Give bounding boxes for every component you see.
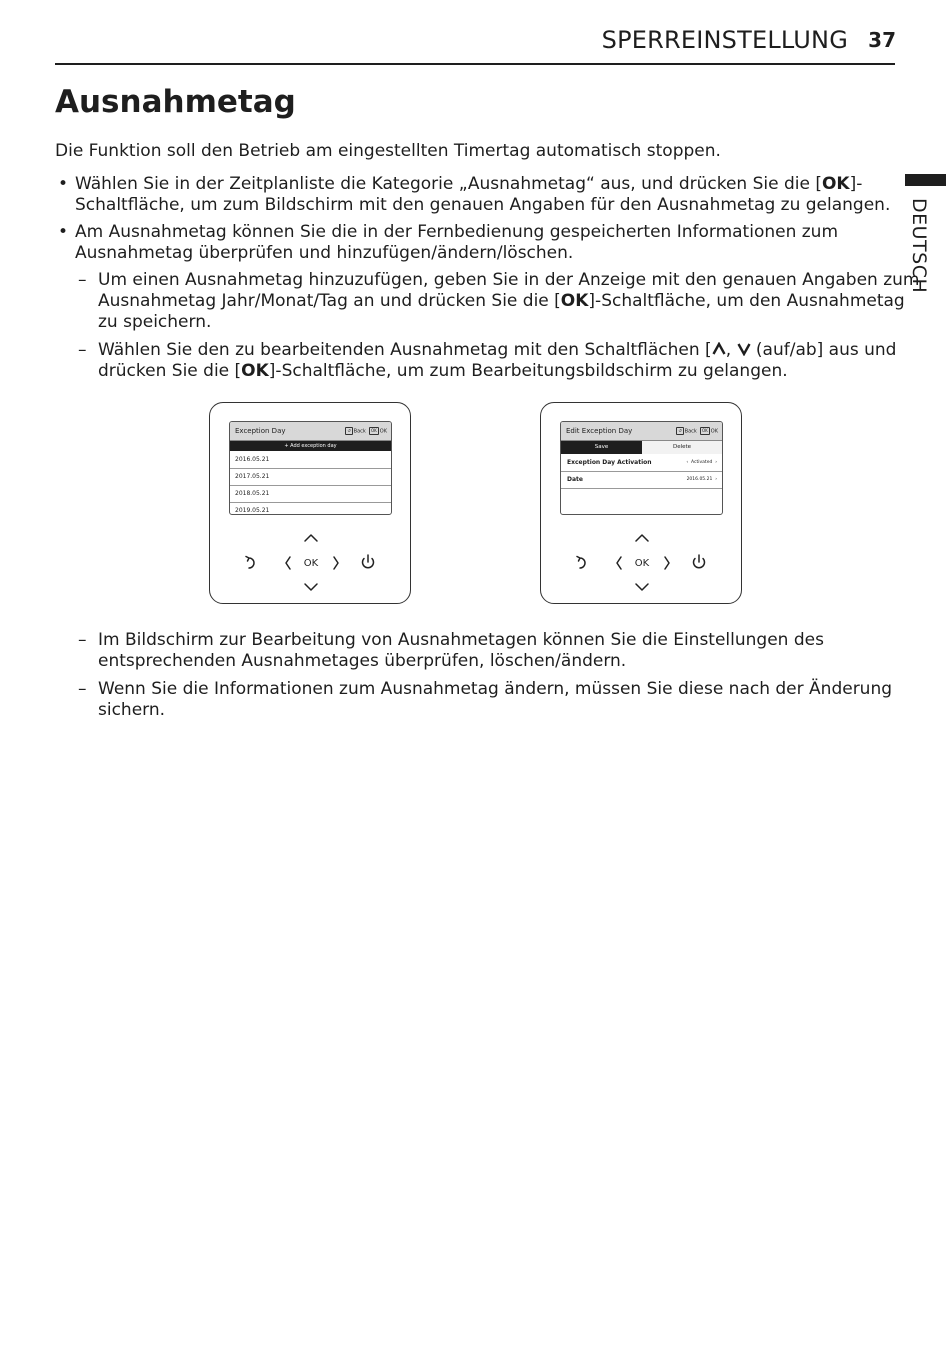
control-pad bbox=[210, 521, 410, 601]
bullet-line: Am Ausnahmetag können Sie die in der Fernbedienung gespeicherten Informationen zum bbox=[75, 222, 839, 242]
activation-row[interactable] bbox=[561, 455, 722, 472]
page-title: Ausnahmetag bbox=[55, 84, 296, 120]
up-arrow-icon bbox=[712, 342, 726, 356]
pad-ok-label: OK bbox=[634, 558, 650, 569]
left-icon bbox=[286, 557, 290, 569]
list-item[interactable]: 2018.05.21 bbox=[230, 486, 391, 503]
section-title: SPERREINSTELLUNG bbox=[601, 26, 848, 54]
save-button[interactable]: Save bbox=[561, 441, 642, 454]
screen-header-buttons bbox=[676, 427, 718, 435]
right-icon bbox=[334, 557, 338, 569]
activation-label: Exception Day Activation bbox=[567, 459, 652, 466]
dash-line: Wählen Sie den zu bearbeitenden Ausnahmetag mit den Schaltflächen [ , (auf/ab] aus und bbox=[98, 340, 897, 360]
bullet-item-manage-info bbox=[55, 222, 838, 264]
bullet-mark: • bbox=[58, 222, 69, 242]
delete-button[interactable]: Delete bbox=[642, 441, 722, 454]
back-key-icon: ↺ bbox=[678, 428, 682, 433]
power-icon bbox=[363, 555, 374, 568]
header-rule bbox=[55, 63, 895, 65]
dash-line: Ausnahmetag Jahr/Monat/Tag an und drücken Sie die [OK]-Schaltfläche, um den Ausnahmetag bbox=[98, 291, 905, 311]
dash-item-save-changes bbox=[78, 679, 892, 721]
pad-ok-label: OK bbox=[303, 558, 319, 569]
ok-label: OK bbox=[379, 428, 387, 435]
screen-header-buttons bbox=[345, 427, 387, 435]
dash-mark: – bbox=[78, 630, 87, 650]
exception-day-list-screen bbox=[229, 421, 392, 515]
up-icon bbox=[305, 535, 317, 541]
screen-title: Exception Day bbox=[235, 427, 286, 435]
bullet-line: Wählen Sie in der Zeitplanliste die Kategorie „Ausnahmetag“ aus, und drücken Sie die [OK]- bbox=[75, 174, 863, 194]
remote-controller-list bbox=[209, 402, 411, 604]
dash-item-edit-screen bbox=[78, 630, 824, 672]
left-icon bbox=[617, 557, 621, 569]
power-icon bbox=[694, 555, 705, 568]
screen-title: Edit Exception Day bbox=[566, 427, 633, 435]
date-row[interactable] bbox=[561, 472, 722, 489]
intro-paragraph: Die Funktion soll den Betrieb am eingestellten Timertag automatisch stoppen. bbox=[55, 141, 721, 161]
back-label: Back bbox=[353, 428, 366, 435]
up-icon bbox=[636, 535, 648, 541]
bullet-mark: • bbox=[58, 174, 69, 194]
date-value: 2016.05.21 › bbox=[686, 477, 717, 482]
dash-line: drücken Sie die [OK]-Schaltfläche, um zum Bearbeitungsbildschirm zu gelangen. bbox=[98, 361, 788, 381]
dash-item-select-edit bbox=[78, 340, 896, 382]
control-pad bbox=[541, 521, 741, 601]
list-item[interactable]: 2019.05.21 bbox=[235, 507, 270, 514]
activation-value: ‹ Activated › bbox=[686, 460, 717, 465]
list-item[interactable]: 2017.05.21 bbox=[230, 469, 391, 486]
side-tab-marker bbox=[905, 174, 946, 186]
down-arrow-icon bbox=[737, 342, 751, 356]
screen-header bbox=[230, 422, 391, 441]
list-item[interactable]: 2016.05.21 bbox=[230, 452, 391, 469]
add-exception-day-row[interactable]: + Add exception day bbox=[230, 441, 391, 451]
dash-line: sichern. bbox=[98, 700, 166, 720]
back-icon bbox=[246, 557, 254, 569]
back-icon bbox=[577, 557, 585, 569]
page-number: 37 bbox=[868, 28, 896, 52]
bullet-item-select-category bbox=[55, 174, 890, 216]
dash-line: entsprechenden Ausnahmetages überprüfen, löschen/ändern. bbox=[98, 651, 627, 671]
dash-mark: – bbox=[78, 270, 87, 290]
screen-header bbox=[561, 422, 722, 441]
dash-line: Um einen Ausnahmetag hinzuzufügen, geben Sie in der Anzeige mit den genauen Angaben zum bbox=[98, 270, 920, 290]
ok-key-icon: OK bbox=[371, 428, 377, 433]
dash-item-add bbox=[78, 270, 919, 333]
dash-line: Im Bildschirm zur Bearbeitung von Ausnahmetagen können Sie die Einstellungen des bbox=[98, 630, 824, 650]
bullet-line: Schaltfläche, um zum Bildschirm mit den genauen Angaben für den Ausnahmetag zu gelangen. bbox=[75, 195, 891, 215]
dash-line: zu speichern. bbox=[98, 312, 212, 332]
dash-mark: – bbox=[78, 340, 87, 360]
back-key-icon: ↺ bbox=[347, 428, 351, 433]
dash-mark: – bbox=[78, 679, 87, 699]
side-tab-language: DEUTSCH bbox=[908, 198, 930, 294]
bullet-line: Ausnahmetag überprüfen und hinzufügen/ändern/löschen. bbox=[75, 243, 574, 263]
down-icon bbox=[636, 584, 648, 590]
remote-controller-edit bbox=[540, 402, 742, 604]
edit-exception-day-screen bbox=[560, 421, 723, 515]
right-icon bbox=[665, 557, 669, 569]
ok-key-icon: OK bbox=[702, 428, 708, 433]
down-icon bbox=[305, 584, 317, 590]
back-label: Back bbox=[684, 428, 697, 435]
dash-line: Wenn Sie die Informationen zum Ausnahmetag ändern, müssen Sie diese nach der Änderung bbox=[98, 679, 893, 699]
ok-label: OK bbox=[710, 428, 718, 435]
date-label: Date bbox=[567, 476, 583, 483]
